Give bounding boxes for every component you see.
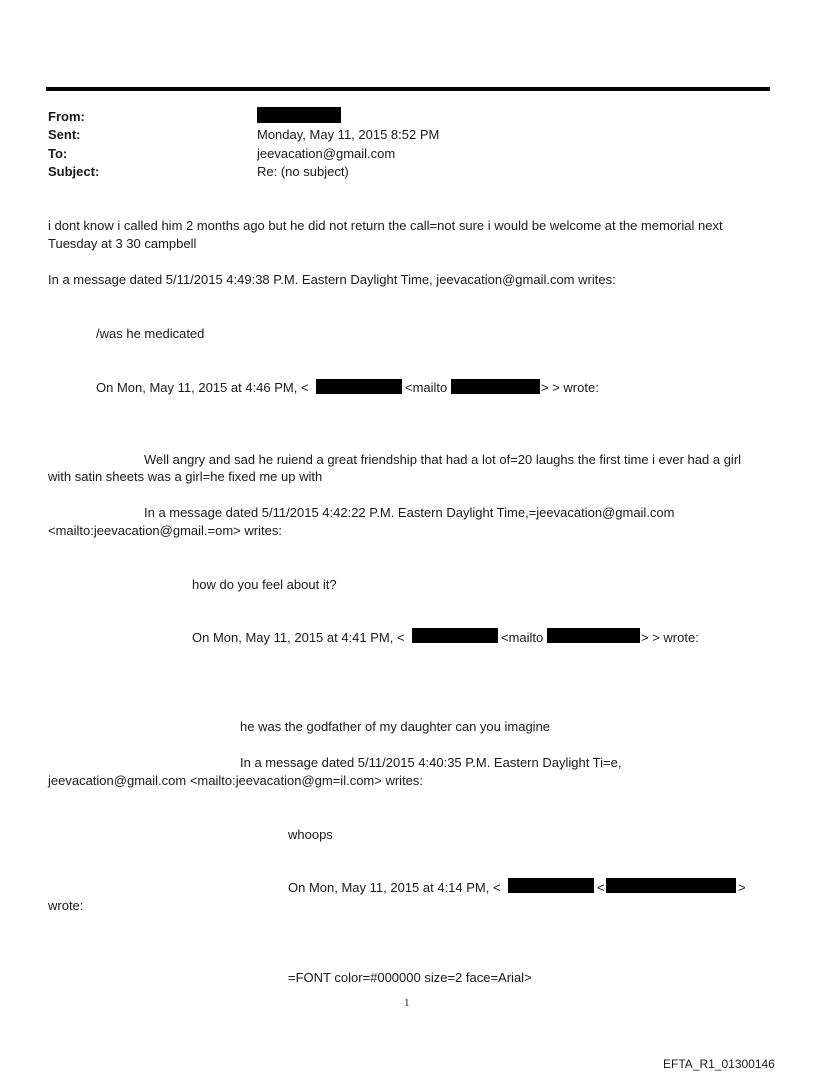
quote-header-3-line-1: In a message dated 5/11/2015 4:40:35 P.M. Eastern Daylight Ti=e, <box>240 755 622 770</box>
on-line-2-prefix: On Mon, May 11, 2015 at 4:41 PM, < <box>192 630 405 645</box>
quote-header-2-line-1: In a message dated 5/11/2015 4:42:22 P.M. Eastern Daylight Time,=jeevacation@gmail.com <box>144 505 675 520</box>
message-feel: how do you feel about it? <box>192 577 337 592</box>
angry-line-1: Well angry and sad he ruiend a great friendship that had a lot of=20 laughs the first time i ever had a girl <box>144 452 742 467</box>
to-value: jeevacation@gmail.com <box>257 146 396 161</box>
on-line-2-mailto: <mailto <box>501 630 544 645</box>
quote-header-1: In a message dated 5/11/2015 4:49:38 P.M. Eastern Daylight Time, jeevacation@gmail.com writes: <box>48 272 616 287</box>
quote-header-3-line-2: jeevacation@gmail.com <mailto:jeevacation@gm=il.com> writes: <box>48 773 424 788</box>
on-line-1-suffix: > > wrote: <box>541 380 599 395</box>
quote-header-2-line-2: <mailto:jeevacation@gmail.=om> writes: <box>48 523 282 538</box>
on-line-2-suffix: > > wrote: <box>641 630 699 645</box>
on-line-3-redaction-a <box>508 878 594 893</box>
message-whoops: whoops <box>288 827 333 842</box>
on-line-3-prefix: On Mon, May 11, 2015 at 4:14 PM, < <box>288 880 501 895</box>
to-label: To: <box>48 146 68 161</box>
on-line-3-redaction-b <box>606 878 736 893</box>
on-line-3-gt: > <box>738 880 746 895</box>
on-line-1-redaction-b <box>451 379 540 394</box>
reply-line-1: i dont know i called him 2 months ago but he did not return the call=not sure i would be welcome at the memorial next <box>48 218 723 233</box>
message-medicated: /was he medicated <box>96 326 205 341</box>
message-godfather: he was the godfather of my daughter can you imagine <box>240 719 551 734</box>
reply-line-2: Tuesday at 3 30 campbell <box>48 236 197 251</box>
on-line-3-lt: < <box>597 880 605 895</box>
subject-label: Subject: <box>48 164 100 179</box>
from-label: From: <box>48 109 85 124</box>
on-line-1-prefix: On Mon, May 11, 2015 at 4:46 PM, < <box>96 380 309 395</box>
page-number: 1 <box>404 997 410 1009</box>
from-redaction <box>257 107 341 123</box>
on-line-2-redaction-b <box>547 628 640 643</box>
footer-document-id: EFTA_R1_01300146 <box>663 1057 775 1071</box>
on-line-1-mailto: <mailto <box>405 380 448 395</box>
on-line-1-redaction-a <box>316 379 402 394</box>
subject-value: Re: (no subject) <box>257 164 349 179</box>
font-tag-line: =FONT color=#000000 size=2 face=Arial> <box>288 970 532 985</box>
sent-value: Monday, May 11, 2015 8:52 PM <box>257 127 440 142</box>
angry-line-2: with satin sheets was a girl=he fixed me up with <box>48 469 323 484</box>
header-rule <box>46 87 770 91</box>
on-line-3-wrote: wrote: <box>48 898 84 913</box>
on-line-2-redaction-a <box>412 628 498 643</box>
sent-label: Sent: <box>48 127 81 142</box>
